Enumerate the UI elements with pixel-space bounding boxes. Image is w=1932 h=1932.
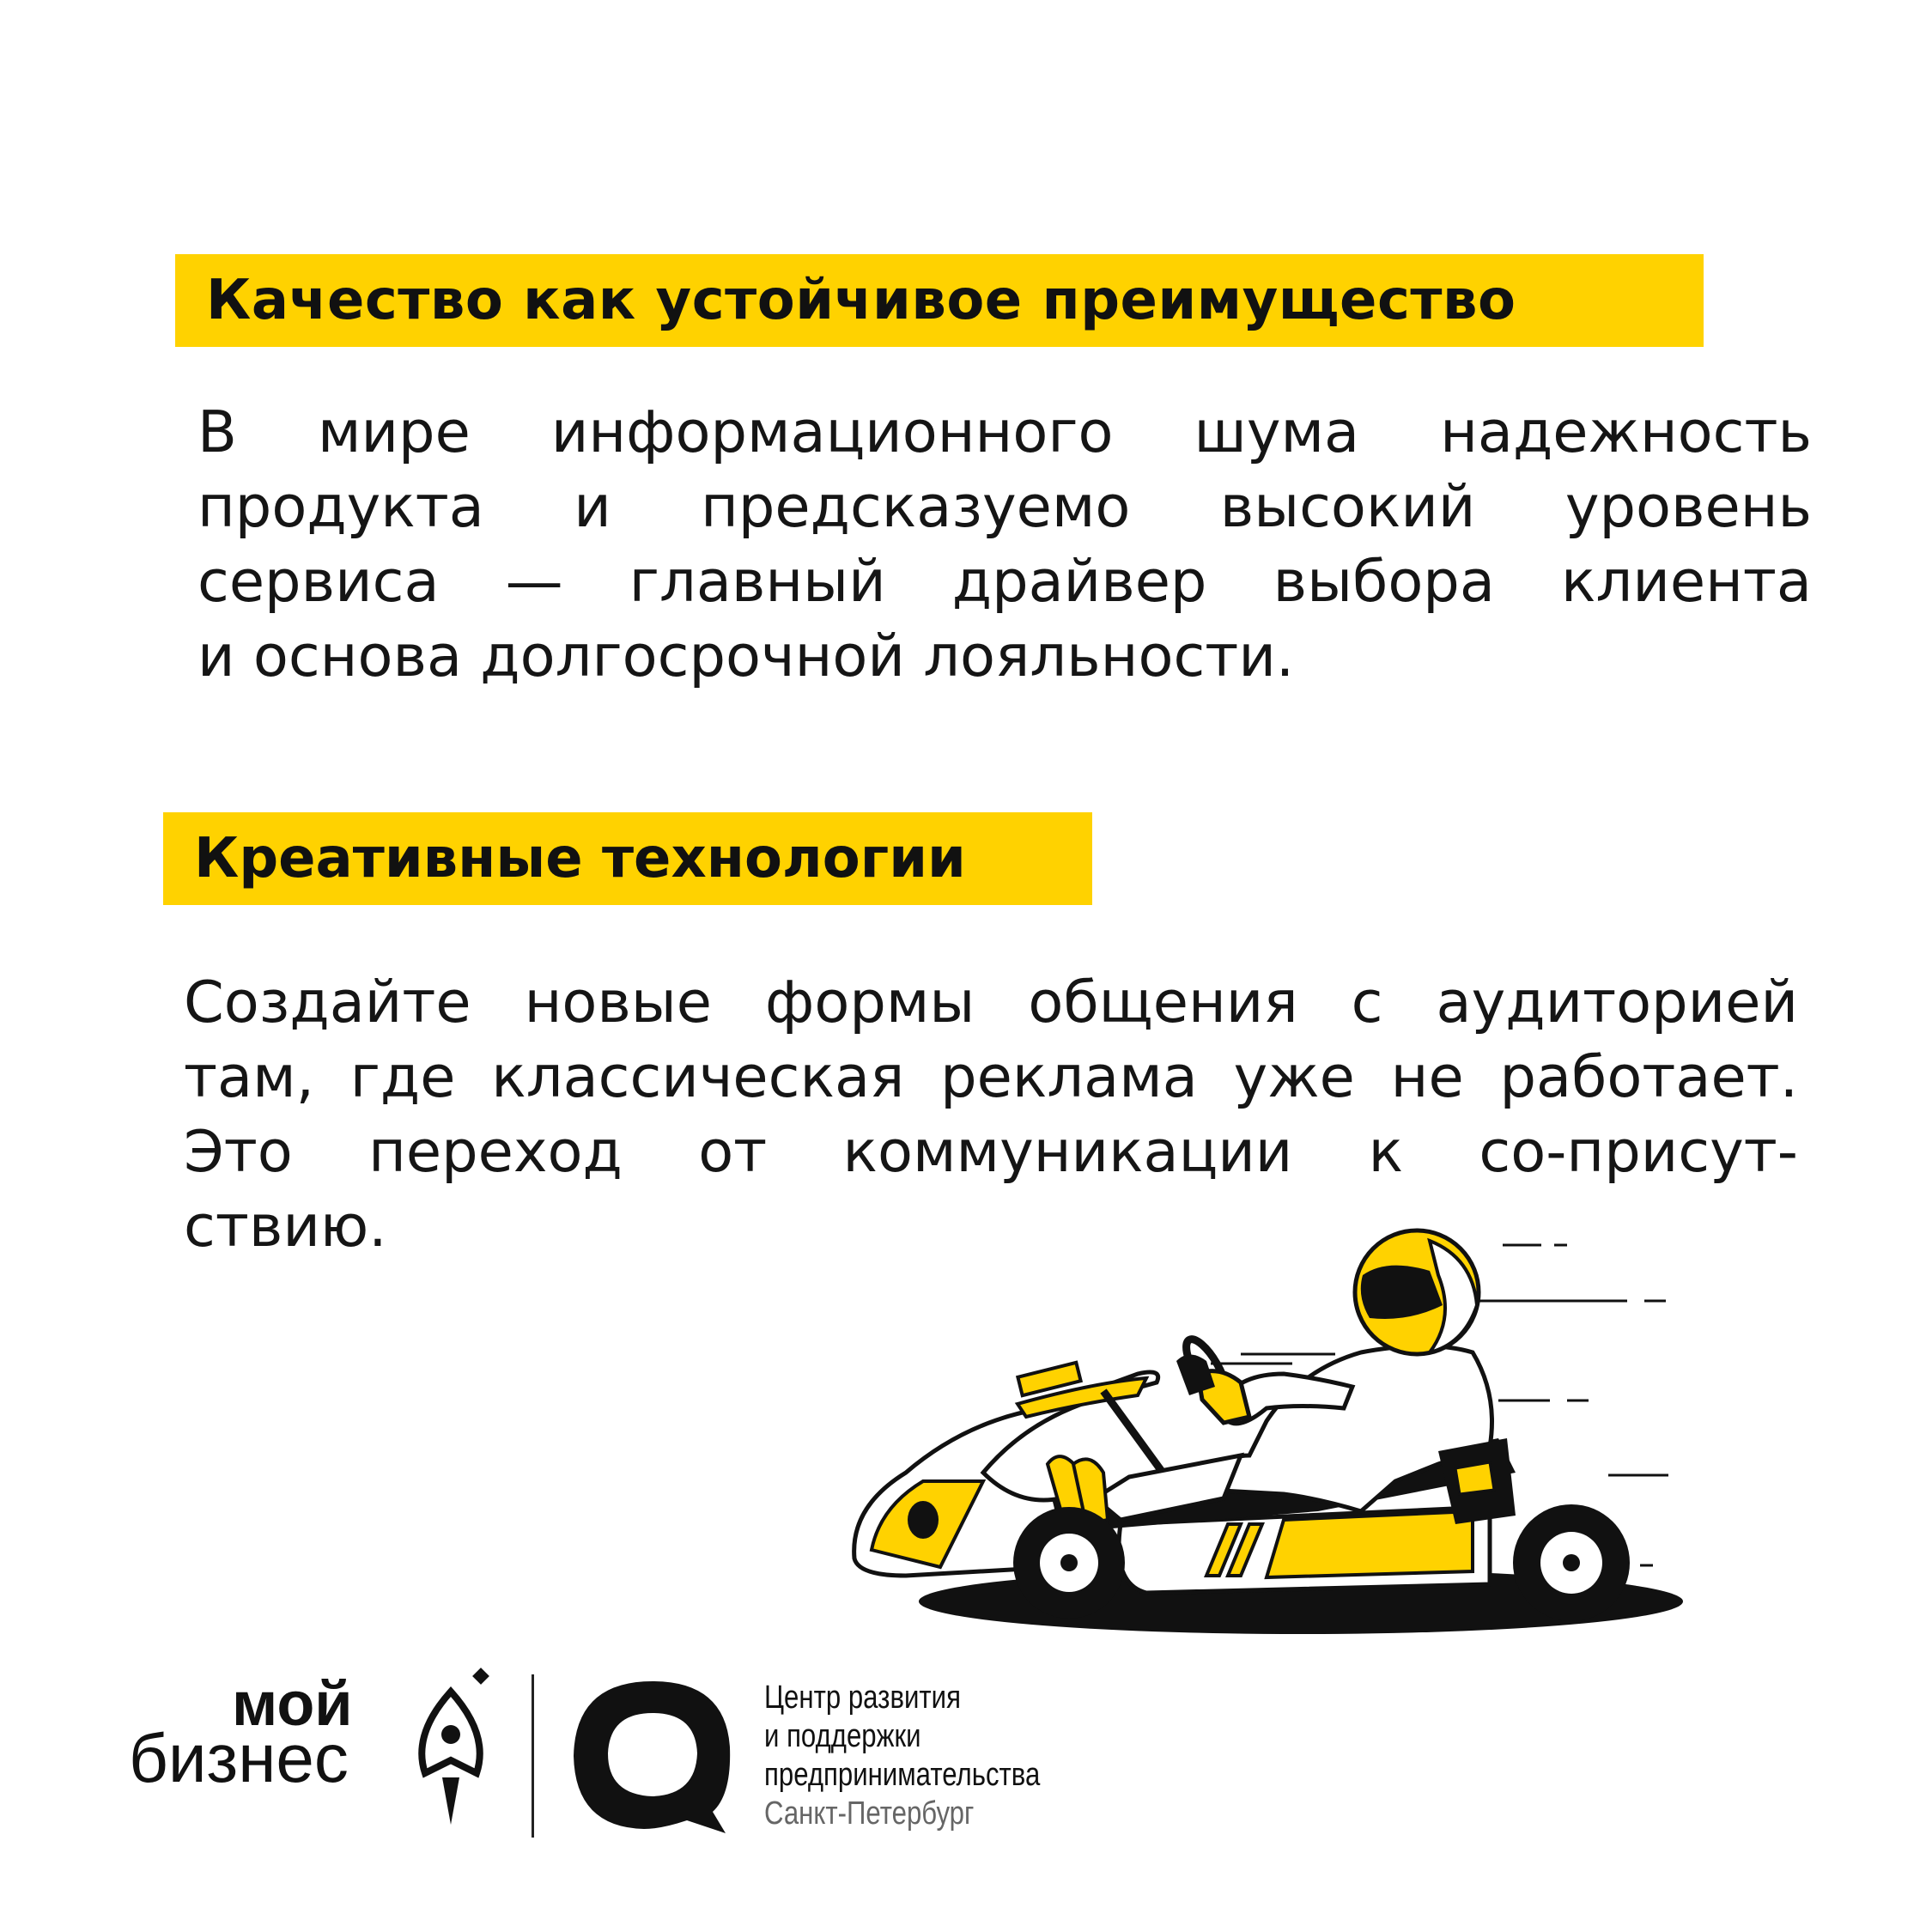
go-kart-illustration	[837, 1224, 1696, 1636]
paragraph-line: там, где классическая реклама уже не работает.	[184, 1043, 1798, 1110]
paragraph-line: В мире информационного шума надежность	[197, 398, 1812, 465]
logo-text-line: предпринимательства	[764, 1757, 1041, 1793]
rocket-pin-icon	[408, 1666, 494, 1829]
paragraph-line: Создайте новые формы общения с аудиторией	[184, 969, 1798, 1036]
center-development-text	[764, 1679, 1040, 1833]
paragraph-quality	[197, 395, 1812, 694]
logo-text-city: Санкт-Петербург	[764, 1795, 975, 1832]
logo-word-biznes: бизнес	[129, 1720, 349, 1796]
paragraph-line: Это переход от коммуникации к со-присут-	[184, 1118, 1798, 1185]
heading-quality: Качество как устойчивое преимущество	[175, 254, 1704, 347]
paragraph-line: сервиса — главный драйвер выбора клиента	[197, 548, 1812, 615]
logo-word-moi: мой	[232, 1670, 353, 1739]
paragraph-line: продукта и предсказуемо высокий уровень	[197, 473, 1812, 540]
heading-creative-tech: Креативные технологии	[163, 812, 1092, 905]
paragraph-creative-tech	[184, 965, 1798, 1264]
logo-text-line: и поддержки	[764, 1718, 921, 1754]
logo-text-line: Центр развития	[764, 1680, 961, 1716]
paragraph-line: ствию.	[184, 1193, 387, 1260]
speech-bubble-logo-icon	[567, 1674, 738, 1838]
logo-divider	[532, 1674, 534, 1838]
paragraph-line: и основа долгосрочной лояльности.	[197, 623, 1295, 690]
